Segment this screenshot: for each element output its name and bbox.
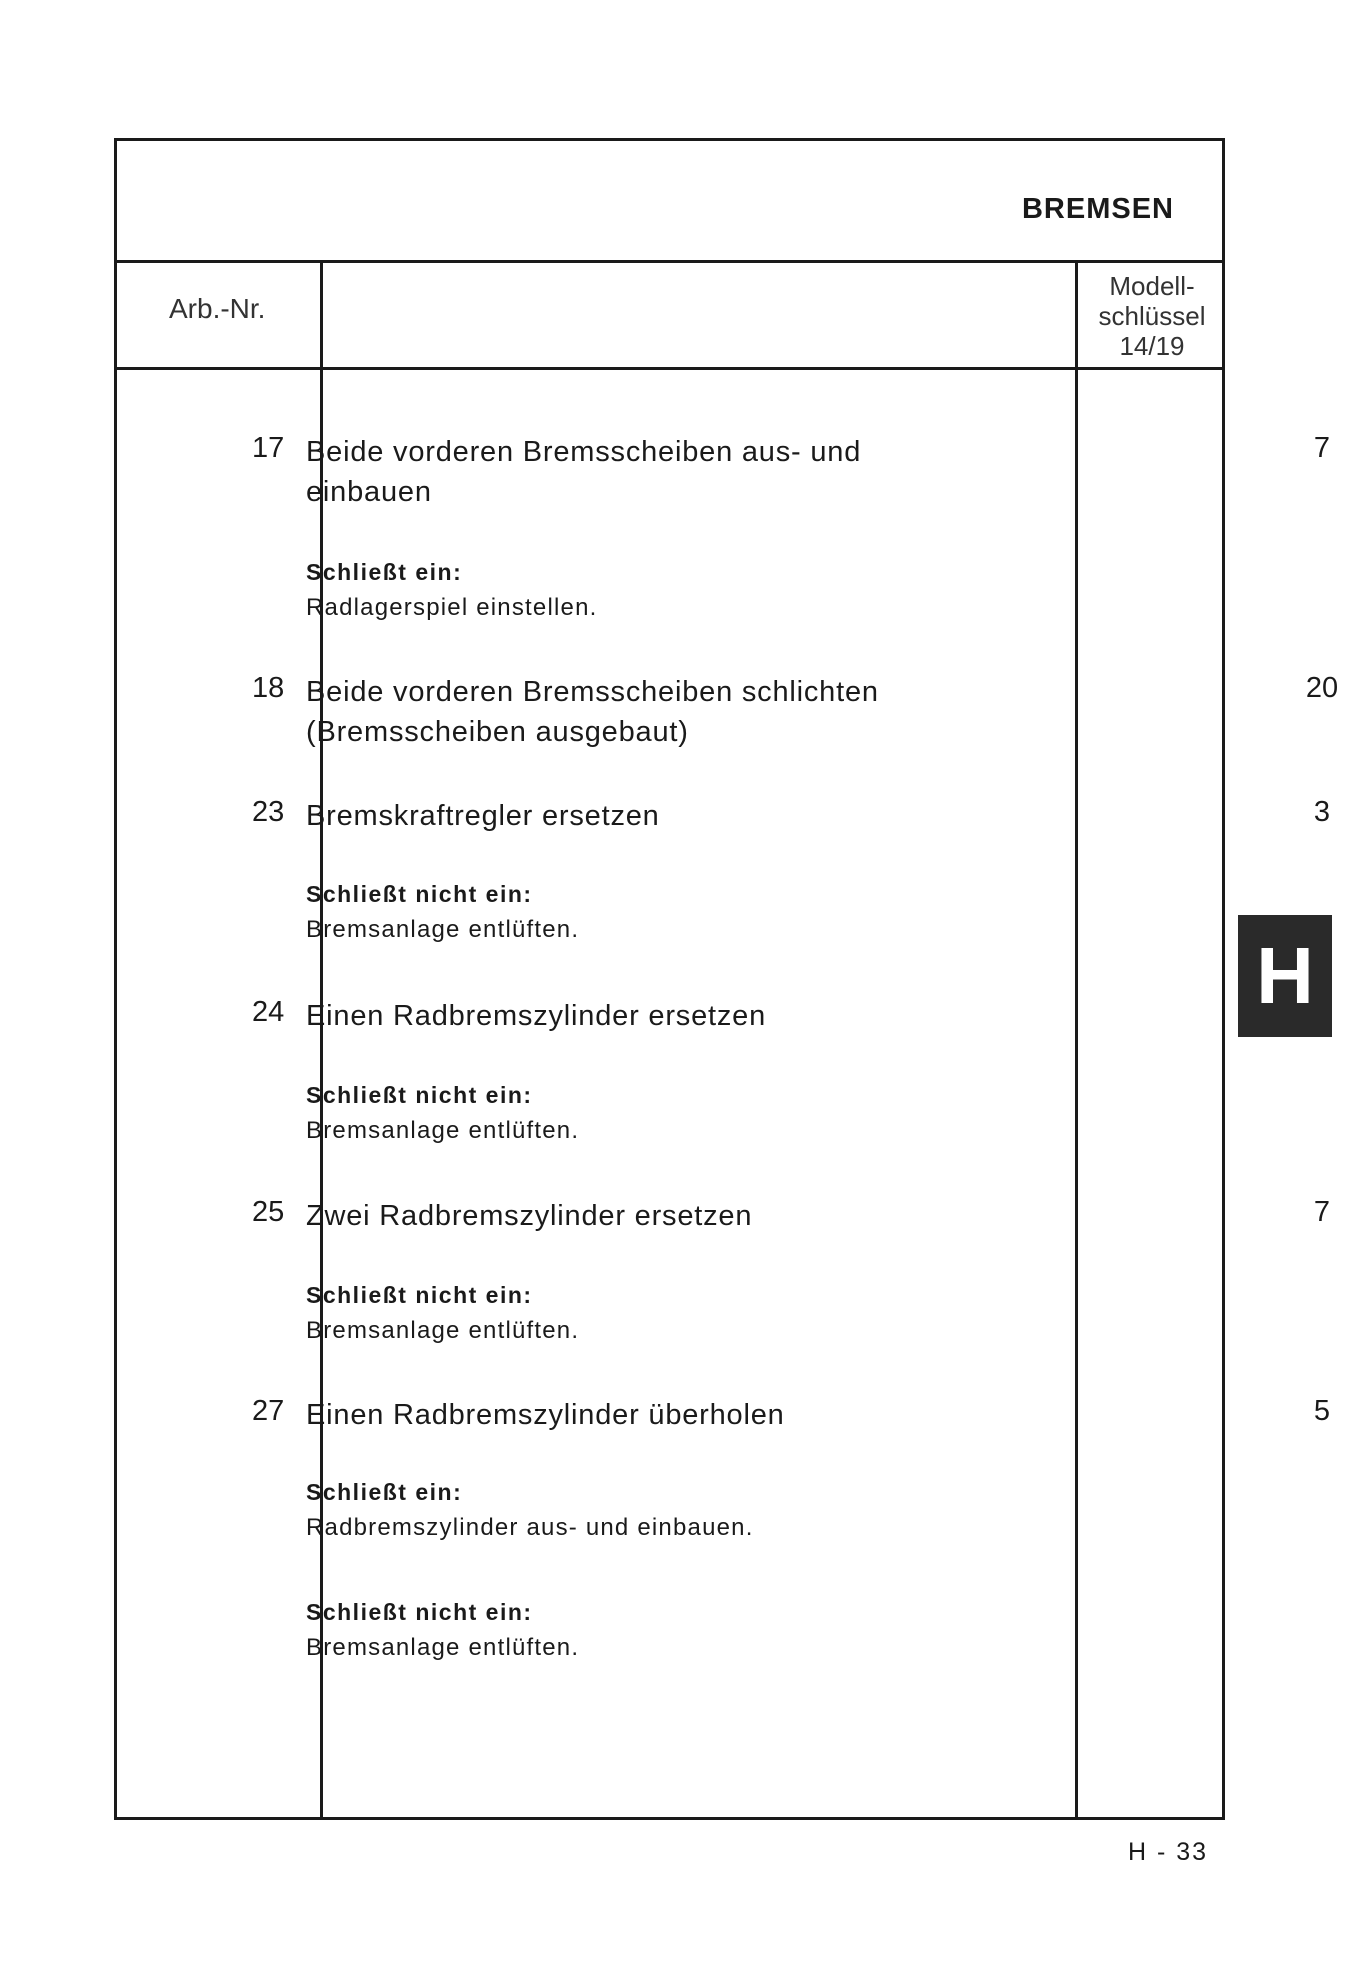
note-entry-25	[306, 1277, 926, 1349]
note-body: Radlagerspiel einstellen.	[306, 594, 598, 621]
page-number: H - 33	[1128, 1838, 1209, 1866]
entry-value: 3	[1313, 796, 1331, 828]
entry-value: 7	[1313, 432, 1331, 464]
modell-header	[1079, 271, 1225, 361]
note-heading: Schließt ein:	[306, 559, 463, 585]
entry-number: 23	[252, 796, 285, 828]
note-entry-23	[306, 876, 926, 948]
section-title: BREMSEN	[1021, 193, 1174, 225]
arb-nr-header: Arb.-Nr.	[169, 293, 266, 324]
note-entry-24	[306, 1077, 926, 1149]
entry-number: 18	[252, 672, 285, 704]
note-entry-27-excludes	[306, 1594, 926, 1666]
modell-header-line1: Modell-	[1109, 271, 1195, 301]
section-tab-marker	[1238, 915, 1332, 1037]
entry-value: 7	[1313, 1196, 1331, 1228]
note-heading: Schließt nicht ein:	[306, 881, 533, 907]
note-body: Bremsanlage entlüften.	[306, 1117, 580, 1144]
entry-number: 27	[252, 1395, 285, 1427]
note-heading: Schließt nicht ein:	[306, 1599, 533, 1625]
modell-header-line2: schlüssel	[1098, 301, 1206, 331]
column-header-row	[117, 263, 1222, 370]
entry-number: 25	[252, 1196, 285, 1228]
section-tab-letter: H	[1256, 931, 1314, 1020]
entry-text: Einen Radbremszylinder ersetzen	[306, 1000, 767, 1032]
note-entry-17	[306, 554, 926, 626]
entry-number: 24	[252, 996, 285, 1028]
entry-text: Beide vorderen Bremsscheiben schlichten (Bremsscheiben ausgebaut)	[306, 676, 879, 748]
note-heading: Schließt nicht ein:	[306, 1282, 533, 1308]
entry-text: Beide vorderen Bremsscheiben aus- und einbauen	[306, 436, 862, 508]
entry-text: Zwei Radbremszylinder ersetzen	[306, 1200, 753, 1232]
column-divider-right	[1075, 263, 1078, 1817]
entry-value: 5	[1313, 1395, 1331, 1427]
entry-number: 17	[252, 432, 285, 464]
table-frame	[114, 138, 1225, 1820]
note-body: Bremsanlage entlüften.	[306, 1634, 580, 1661]
note-body: Bremsanlage entlüften.	[306, 916, 580, 943]
note-body: Bremsanlage entlüften.	[306, 1317, 580, 1344]
note-heading: Schließt ein:	[306, 1479, 463, 1505]
note-heading: Schließt nicht ein:	[306, 1082, 533, 1108]
entry-value: 20	[1305, 672, 1339, 704]
modell-header-line3: 14/19	[1119, 331, 1185, 361]
title-row	[117, 141, 1222, 263]
entry-text: Bremskraftregler ersetzen	[306, 800, 660, 832]
entry-text: Einen Radbremszylinder überholen	[306, 1399, 785, 1431]
note-entry-27-includes	[306, 1474, 926, 1546]
note-body: Radbremszylinder aus- und einbauen.	[306, 1514, 754, 1541]
